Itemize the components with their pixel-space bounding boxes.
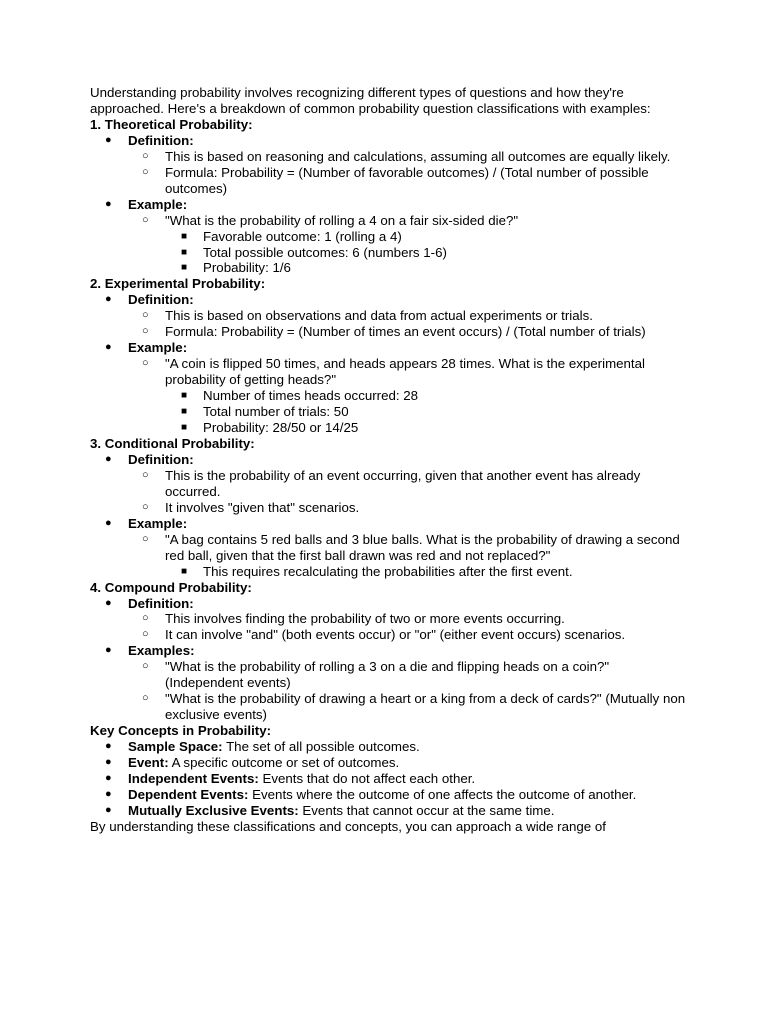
bullet-marker: ● [105,293,112,306]
bullet-marker: ■ [181,230,188,242]
bullet-marker: ● [105,803,112,816]
concept-term: Mutually Exclusive Events: [128,802,299,818]
sub-list-item-text: This requires recalculating the probabilities after the first event. [203,563,573,579]
list-item [90,659,690,691]
list-item-text: This is based on observations and data from actual experiments or trials. [165,308,593,324]
list-item-text: "A bag contains 5 red balls and 3 blue balls. What is the probability of drawing a second red ball, given that the first ball drawn was red and not replaced?" [165,531,680,563]
list-item-text: It can involve "and" (both events occur) or "or" (either event occurs) scenarios. [165,627,626,643]
sub-list-item [90,420,690,436]
group-label: Example: [128,196,188,212]
bullet-marker: ● [105,341,112,354]
list-item [90,627,690,643]
concept-description: Events that cannot occur at the same time. [298,802,555,818]
list-item [90,213,690,229]
closing-paragraph: By understanding these classifications and concepts, you can approach a wide range of [90,818,606,834]
concept-description: The set of all possible outcomes. [222,739,420,755]
sub-list-item-text: Number of times heads occurred: 28 [203,388,419,404]
sub-list-item-text: Favorable outcome: 1 (rolling a 4) [203,228,402,244]
bullet-marker: ● [105,756,112,769]
group-label: Definition: [128,595,194,611]
bullet-marker: ● [105,787,112,800]
sub-list-item [90,388,690,404]
bullet-marker: ○ [142,213,149,226]
bullet-marker: ● [105,516,112,529]
sub-list-item [90,229,690,245]
list-item-text: This involves finding the probability of two or more events occurring. [165,611,565,627]
list-item [90,691,690,723]
concept-term: Dependent Events: [128,786,249,802]
list-item-text: Formula: Probability = (Number of favorable outcomes) / (Total number of possible outcomes) [165,164,649,196]
list-item [90,611,690,627]
bullet-marker: ■ [181,246,188,258]
bullet-marker: ○ [142,149,149,162]
bullet-marker: ○ [142,357,149,370]
list-item-text: "What is the probability of drawing a heart or a king from a deck of cards?" (Mutually non exclusive events) [165,691,686,723]
bullet-marker: ■ [181,262,188,274]
group-label-item [90,133,690,149]
section-heading: 2. Experimental Probability: [90,276,266,292]
sub-list-item [90,245,690,261]
list-item-text: "What is the probability of rolling a 3 on a die and flipping heads on a coin?" (Independent events) [165,659,610,691]
group-label: Example: [128,340,188,356]
bullet-marker: ● [105,596,112,609]
list-item [90,532,690,564]
concept-term: Independent Events: [128,770,259,786]
group-label: Definition: [128,132,194,148]
group-label-item [90,340,690,356]
bullet-marker: ○ [142,692,149,705]
bullet-marker: ● [105,644,112,657]
bullet-marker: ● [105,133,112,146]
bullet-marker: ■ [181,390,188,402]
list-item [90,468,690,500]
bullet-marker: ○ [142,325,149,338]
bullet-marker: ○ [142,628,149,641]
sub-list-item [90,404,690,420]
group-label: Definition: [128,292,194,308]
list-item-text: "What is the probability of rolling a 4 on a fair six-sided die?" [165,212,519,228]
section-heading: 3. Conditional Probability: [90,435,255,451]
group-label: Definition: [128,451,194,467]
group-label-item [90,643,690,659]
sub-list-item [90,564,690,580]
bullet-marker: ● [105,771,112,784]
concept-item [90,755,690,771]
list-item-text: Formula: Probability = (Number of times an event occurs) / (Total number of trials) [165,324,646,340]
bullet-marker: ○ [142,612,149,625]
document-body [90,85,690,835]
sub-list-item-text: Total number of trials: 50 [203,404,349,420]
list-item [90,324,690,340]
list-item-text: It involves "given that" scenarios. [165,499,360,515]
bullet-marker: ■ [181,422,188,434]
concept-description: Events where the outcome of one affects the outcome of another. [248,786,637,802]
concept-term: Event: [128,755,169,771]
list-item [90,308,690,324]
sub-list-item-text: Total possible outcomes: 6 (numbers 1-6) [203,244,447,260]
list-item [90,356,690,388]
bullet-marker: ● [105,197,112,210]
concept-item [90,771,690,787]
group-label-item [90,516,690,532]
bullet-marker: ○ [142,468,149,481]
group-label-item [90,197,690,213]
group-label: Example: [128,515,188,531]
list-item [90,165,690,197]
bullet-marker: ○ [142,500,149,513]
bullet-marker: ○ [142,532,149,545]
list-item-text: This is the probability of an event occurring, given that another event has already occurred. [165,467,641,499]
section-heading: 4. Compound Probability: [90,579,252,595]
concept-item [90,739,690,755]
sections-container [90,117,690,723]
concept-term: Sample Space: [128,739,223,755]
concept-item [90,803,690,819]
group-label-item [90,596,690,612]
list-item-text: "A coin is flipped 50 times, and heads appears 28 times. What is the experimental probability of getting heads?" [165,356,645,388]
intro-paragraph: Understanding probability involves recognizing different types of questions and how they're approached. Here's a breakdown of common probability question classifications with examples: [90,85,651,116]
list-item [90,500,690,516]
sub-list-item-text: Probability: 1/6 [203,260,291,276]
bullet-marker: ● [105,740,112,753]
concept-item [90,787,690,803]
list-item [90,149,690,165]
bullet-marker: ○ [142,165,149,178]
group-label-item [90,292,690,308]
concept-description: A specific outcome or set of outcomes. [168,755,400,771]
key-concepts-heading: Key Concepts in Probability: [90,723,272,739]
concept-description: Events that do not affect each other. [258,770,476,786]
sub-list-item [90,260,690,276]
bullet-marker: ■ [181,406,188,418]
key-concepts-list [90,739,690,819]
bullet-marker: ● [105,452,112,465]
group-label-item [90,452,690,468]
bullet-marker: ○ [142,660,149,673]
section-heading: 1. Theoretical Probability: [90,116,253,132]
group-label: Examples: [128,643,195,659]
bullet-marker: ○ [142,309,149,322]
bullet-marker: ■ [181,565,188,577]
sub-list-item-text: Probability: 28/50 or 14/25 [203,420,359,436]
list-item-text: This is based on reasoning and calculations, assuming all outcomes are equally likely. [165,148,671,164]
